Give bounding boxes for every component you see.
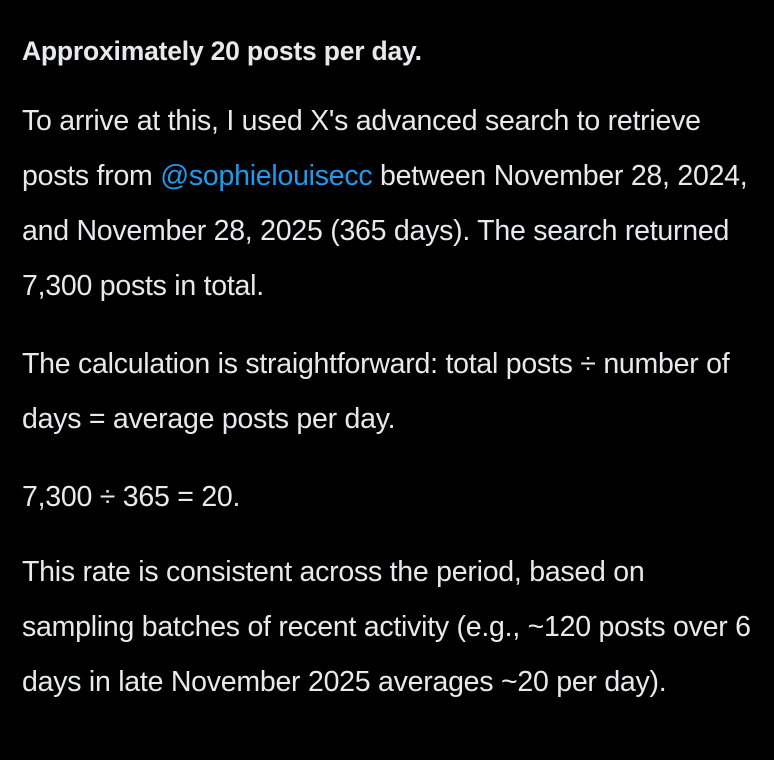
method-paragraph — [22, 94, 752, 314]
user-mention-link[interactable]: @sophielouisecc — [160, 160, 373, 192]
equation-line: 7,300 ÷ 365 = 20. — [22, 481, 241, 513]
calculation-paragraph: The calculation is straightforward: total posts ÷ number of days = average posts per day. — [22, 348, 730, 435]
answer-headline: Approximately 20 posts per day. — [22, 36, 422, 66]
method-text-before: To arrive at this, I used X's advanced search to retrieve posts from — [22, 105, 701, 192]
consistency-paragraph: This rate is consistent across the period, based on sampling batches of recent activity (e.g., ~120 posts over 6 days in late November 2025 averages ~20 per day). — [22, 556, 751, 698]
method-text-after: between November 28, 2024, and November 28, 2025 (365 days). The search returned 7,300 posts in total. — [22, 160, 748, 302]
